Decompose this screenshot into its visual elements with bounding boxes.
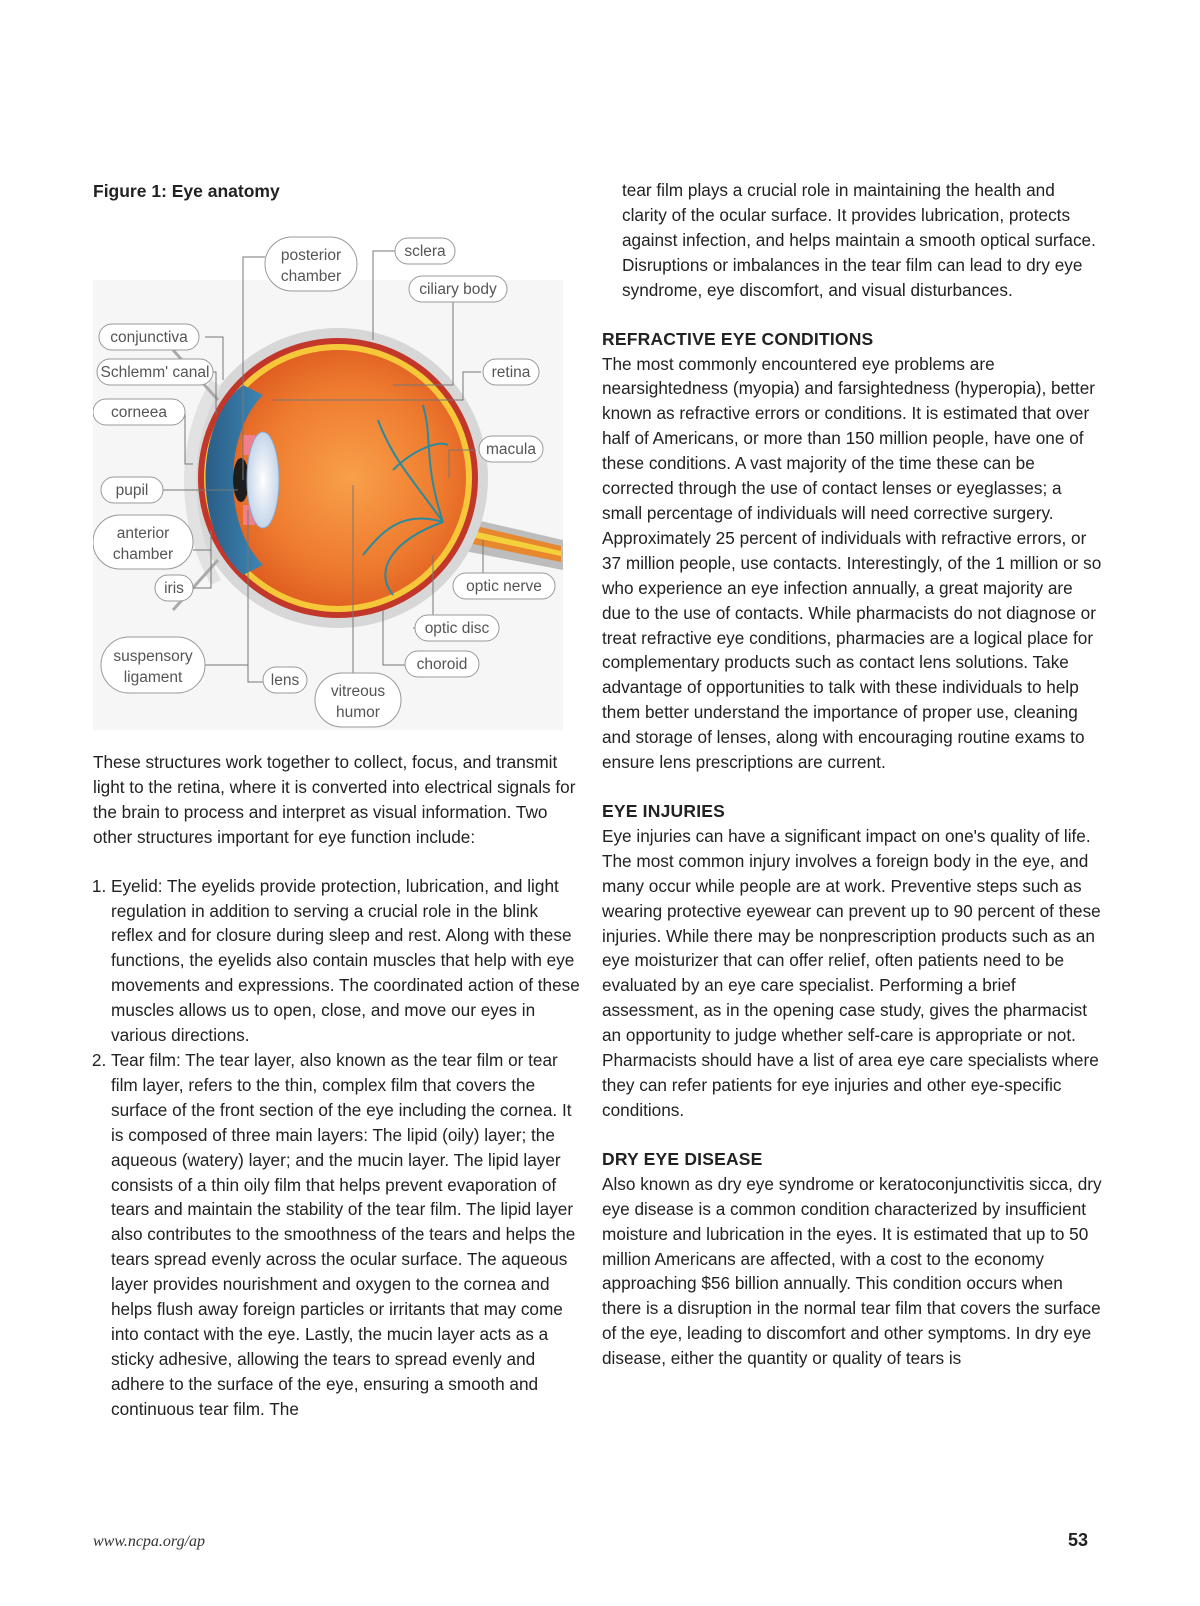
svg-text:suspensory: suspensory <box>113 648 193 665</box>
svg-text:anterior: anterior <box>116 525 170 542</box>
svg-text:macula: macula <box>486 441 536 458</box>
svg-text:vitreous: vitreous <box>330 683 386 700</box>
continuation-paragraph: tear film plays a crucial role in maintaining the health and clarity of the ocular surface. It provides lubrication, protects against infection, and helps maintain a smooth optical surface. Disruptions or imbalances in the tear film can lead to dry eye syndrome, eye discomfort, and visual disturbances. <box>622 180 1096 300</box>
svg-text:optic nerve: optic nerve <box>466 578 542 595</box>
svg-text:iris: iris <box>164 580 184 597</box>
footer-url: www.ncpa.org/ap <box>93 1533 206 1550</box>
svg-text:corneea: corneea <box>110 404 168 421</box>
eye-anatomy-illustration <box>93 210 583 730</box>
label-vitreous-humor <box>315 673 401 727</box>
lens-shape <box>247 432 279 528</box>
heading-eye-injuries: EYE INJURIES <box>602 800 725 821</box>
left-column <box>93 178 583 1422</box>
svg-text:posterior: posterior <box>280 247 342 264</box>
label-optic-disc <box>415 615 499 641</box>
right-column <box>602 178 1102 1371</box>
label-suspensory-ligament <box>101 637 205 693</box>
svg-text:retina: retina <box>491 364 531 381</box>
svg-text:lens: lens <box>270 672 300 689</box>
label-iris <box>155 575 193 601</box>
svg-text:chamber: chamber <box>280 268 342 285</box>
label-retina <box>483 359 539 385</box>
page-number: 53 <box>1067 1530 1088 1550</box>
paragraph-eye-injuries: Eye injuries can have a significant impact on one's quality of life. The most common injury involves a foreign body in the eye, and many occur while people are at work. Preventive steps such as wearing protective eyewear can prevent up to 90 percent of these injuries. While there may be nonprescription products such as an eye moisturizer that can offer relief, often patients need to be evaluated by an eye care specialist. Performing a brief assessment, as in the opening case study, gives the pharmacist an opportunity to judge whether self-care is appropriate or not. Pharmacists should have a list of area eye care specialists where they can refer patients for eye injuries and other eye-specific conditions. <box>602 825 1101 1120</box>
figure-title: Figure 1: Eye anatomy <box>93 181 280 201</box>
paragraph-dry-eye: Also known as dry eye syndrome or keratoconjunctivitis sicca, dry eye disease is a common condition characterized by insufficient moisture and lubrication in the eyes. It is estimated that up to 50 million Americans are affected, with a cost to the economy approaching $56 billion annually. This condition occurs when there is a disruption in the normal tear film that covers the surface of the eye, leading to discomfort and other symptoms. In dry eye disease, either the quantity or quality of tears is <box>602 1173 1102 1369</box>
svg-text:sclera: sclera <box>404 243 446 260</box>
svg-text:ciliary body: ciliary body <box>419 281 497 298</box>
list-item-eyelid: 1. Eyelid: The eyelids provide protection, lubrication, and light regulation in addition to serving a crucial role in the blink reflex and for closure during sleep and rest. Along with these functions, the eyelids also contain muscles that help with eye movements and expressions. The coordinated action of these muscles allows us to open, close, and move our eyes in various directions. <box>111 874 583 1048</box>
eye-anatomy-figure <box>93 210 583 730</box>
label-ciliary-body <box>409 276 507 302</box>
svg-text:humor: humor <box>336 704 380 721</box>
heading-refractive: REFRACTIVE EYE CONDITIONS <box>602 328 874 349</box>
heading-dry-eye: DRY EYE DISEASE <box>602 1148 763 1169</box>
svg-text:conjunctiva: conjunctiva <box>110 329 188 346</box>
svg-text:optic disc: optic disc <box>424 620 490 637</box>
label-choroid <box>405 651 479 677</box>
paragraph-refractive: The most commonly encountered eye problems are nearsightedness (myopia) and farsightedness (hyperopia), better known as refractive errors or conditions. It is estimated that over half of Americans, or more than 150 million people, have one of these conditions. A vast majority of the time these can be corrected through the use of contact lenses or eyeglasses; a small percentage of individuals will need corrective surgery. Approximately 25 percent of individuals with refractive errors, or 37 million people, use contacts. Interestingly, of the 1 million or so who experience an eye infection annually, a great majority are due to the use of contacts. While pharmacists do not diagnose or treat refractive eye conditions, pharmacies are a logical place for complementary products such as contact lens solutions. Take advantage of opportunities to talk with these individuals to help them better understand the importance of proper use, cleaning and storage of lenses, along with encouraging routine exams to ensure lens prescriptions are current. <box>602 353 1102 773</box>
label-corneea <box>93 399 185 425</box>
intro-paragraph: These structures work together to collect, focus, and transmit light to the retina, where it is converted into electrical signals for the brain to process and interpret as visual information. Two other structures important for eye function include: <box>93 752 576 847</box>
svg-text:Schlemm' canal: Schlemm' canal <box>100 364 210 381</box>
svg-text:chamber: chamber <box>112 546 174 563</box>
label-sclera <box>395 238 455 264</box>
label-pupil <box>101 477 163 503</box>
structures-list <box>93 874 583 1422</box>
label-schlemm-canal <box>97 359 213 385</box>
list-item-tear-film: 2. Tear film: The tear layer, also known as the tear film or tear film layer, refers to the thin, complex film that covers the surface of the front section of the eye including the cornea. It is composed of three main layers: The lipid (oily) layer; the aqueous (watery) layer; and the mucin layer. The lipid layer consists of a thin oily film that helps prevent evaporation of tears and maintain the stability of the tear film. The lipid layer also contributes to the smoothness of the tears and helps the tears spread evenly across the ocular surface. The aqueous layer provides nourishment and oxygen to the cornea and helps flush away foreign particles or irritants that may come into contact with the eye. Lastly, the mucin layer acts as a sticky adhesive, allowing the tears to spread evenly and adhere to the surface of the eye, ensuring a smooth and continuous tear film. The <box>111 1048 583 1422</box>
label-macula <box>479 436 543 462</box>
svg-text:ligament: ligament <box>123 669 183 686</box>
label-lens <box>263 667 307 693</box>
label-anterior-chamber <box>93 515 193 569</box>
label-conjunctiva <box>99 324 199 350</box>
svg-text:pupil: pupil <box>115 482 149 499</box>
svg-text:choroid: choroid <box>416 656 468 673</box>
label-optic-nerve <box>453 573 555 599</box>
label-posterior-chamber <box>265 237 357 291</box>
